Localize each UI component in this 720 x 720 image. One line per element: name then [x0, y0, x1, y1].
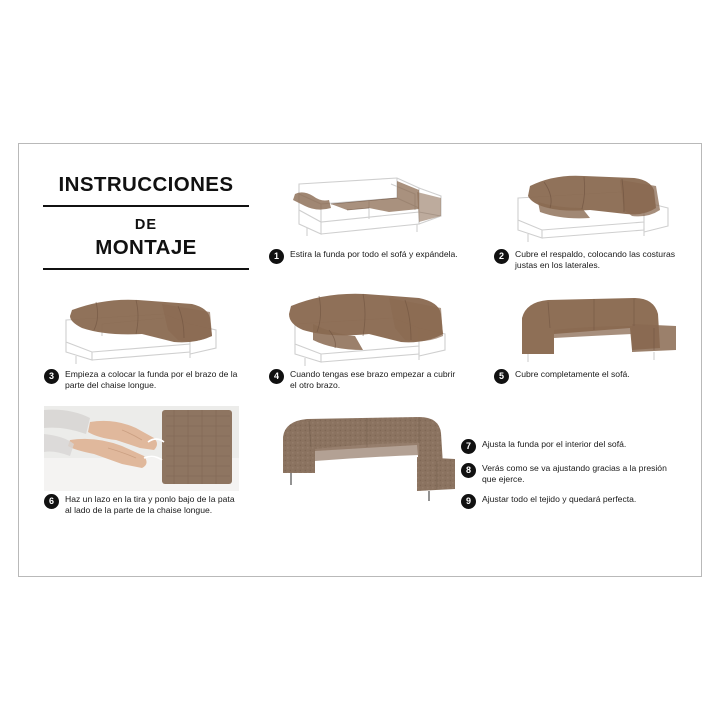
- step-3-text: Empieza a colocar la funda por el brazo de la parte del chaise longue.: [65, 369, 238, 391]
- step-4-caption: [269, 369, 464, 391]
- step-2-number: 2: [494, 249, 509, 264]
- title-divider-bottom: [43, 268, 249, 270]
- step-7: [461, 439, 676, 454]
- hands-tying-strap-photo: [44, 406, 239, 491]
- step-4-number: 4: [269, 369, 284, 384]
- step-6-illustration: [44, 406, 239, 491]
- step-9: [461, 494, 676, 509]
- step-4-text: Cuando tengas ese brazo empezar a cubrir el otro brazo.: [290, 369, 456, 391]
- step-8-text: Verás como se va ajustando gracias a la presión que ejerce.: [482, 463, 667, 485]
- step-5: [494, 284, 689, 384]
- step-3-caption: [44, 369, 239, 391]
- step-3-number: 3: [44, 369, 59, 384]
- page-title: [37, 172, 255, 270]
- step-3-illustration: [44, 284, 239, 366]
- step-1: [269, 164, 464, 264]
- step-6-number: 6: [44, 494, 59, 509]
- step-6-caption: [44, 494, 239, 516]
- step-2-illustration: [494, 164, 689, 246]
- step-1-illustration: [269, 164, 464, 246]
- step-9-text: Ajustar todo el tejido y quedará perfecta.: [482, 494, 637, 505]
- instruction-sheet: [18, 143, 702, 577]
- step-5-text: Cubre completamente el sofá.: [515, 369, 630, 379]
- steps-7-8-9-list: [461, 439, 676, 518]
- step-1-number: 1: [269, 249, 284, 264]
- step-3: [44, 284, 239, 391]
- step-6-text: Haz un lazo en la tira y ponlo bajo de la pata al lado de la parte de la chaise longue.: [65, 494, 235, 516]
- step-7-text: Ajusta la funda por el interior del sofá.: [482, 439, 627, 449]
- step-1-text: Estira la funda por todo el sofá y expándela.: [290, 249, 458, 259]
- step-5-illustration: [494, 284, 689, 366]
- final-illustration: [269, 409, 464, 504]
- step-5-number: 5: [494, 369, 509, 384]
- step-4: [269, 284, 464, 391]
- title-line-2: DE: [134, 217, 158, 233]
- step-2-text: Cubre el respaldo, colocando las costuras justas en los laterales.: [515, 249, 676, 271]
- step-2-caption: [494, 249, 689, 271]
- title-line-1: INSTRUCCIONES: [58, 173, 234, 196]
- step-8: [461, 463, 676, 485]
- step-1-caption: [269, 249, 464, 264]
- step-2: [494, 164, 689, 271]
- step-4-illustration: [269, 284, 464, 366]
- step-5-caption: [494, 369, 689, 384]
- step-7-number: 7: [461, 439, 476, 454]
- title-line-3: MONTAJE: [95, 236, 197, 259]
- step-8-number: 8: [461, 463, 476, 478]
- step-9-number: 9: [461, 494, 476, 509]
- finished-sofa-cover: [269, 409, 464, 504]
- step-6: [44, 406, 239, 516]
